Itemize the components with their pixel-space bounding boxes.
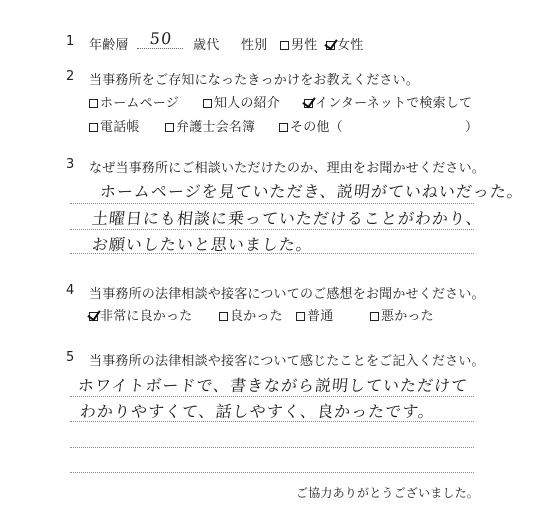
q3-answer-text-3[interactable]: お願いしたいと思いました。 — [90, 235, 314, 254]
option-label: 電話帳 — [100, 120, 140, 135]
q5-question: 当事務所の法律相談や接客について感じたことをご記入ください。 — [89, 354, 485, 369]
q2-option-internet[interactable] — [304, 92, 472, 111]
checkbox-normal[interactable] — [296, 312, 305, 321]
male-label: 男性 — [291, 38, 318, 53]
q2-other-close-paren: ） — [465, 120, 479, 135]
q5-number: 5 — [66, 350, 75, 365]
option-label: 良かった — [230, 309, 283, 324]
option-label: その他（ — [290, 120, 343, 135]
option-label: ホームページ — [100, 96, 179, 111]
q3-answer-line-1 — [70, 203, 474, 204]
option-label: 非常に良かった — [100, 309, 193, 324]
checkbox-male[interactable] — [280, 41, 289, 50]
option-label: 普通 — [307, 309, 334, 324]
checkbox-bad[interactable] — [370, 312, 379, 321]
checkbox-phonebook[interactable] — [89, 123, 98, 132]
age-suffix: 歳代 — [193, 38, 220, 53]
option-label: インターネットで検索して — [315, 96, 473, 111]
q2-question: 当事務所をご存知になったきっかけをお教えください。 — [89, 73, 420, 88]
q4-question: 当事務所の法律相談や接客についてのご感想をお聞かせください。 — [89, 287, 485, 302]
checkbox-other[interactable] — [279, 123, 288, 132]
q5-answer-text-1[interactable]: ホワイトボードで、書きながら説明していただけて — [76, 376, 470, 395]
option-label: 悪かった — [381, 309, 434, 324]
q5-answer-text-2[interactable]: わかりやすくて、話しやすく、良かったです。 — [78, 402, 436, 421]
checkbox-acquaintance[interactable] — [203, 99, 212, 108]
gender-label: 性別 — [241, 38, 268, 53]
checkbox-good[interactable] — [219, 312, 228, 321]
gender-female-option[interactable] — [326, 34, 363, 53]
q4-option-bad[interactable] — [370, 305, 434, 324]
checkbox-internet[interactable] — [304, 99, 313, 108]
q4-option-normal[interactable] — [296, 305, 333, 324]
q4-option-very-good[interactable] — [89, 305, 192, 324]
q2-option-homepage[interactable] — [89, 92, 179, 111]
checkbox-bar-directory[interactable] — [165, 123, 174, 132]
gender-male-option[interactable] — [280, 34, 317, 53]
age-value[interactable]: 50 — [137, 29, 185, 49]
q3-answer-text-1[interactable]: ホームページを見ていただき、説明がていねいだった。 — [98, 182, 525, 201]
q2-option-bar-directory[interactable] — [165, 116, 255, 135]
female-label: 女性 — [337, 38, 364, 53]
checkbox-very-good[interactable] — [89, 312, 98, 321]
q4-option-good[interactable] — [219, 305, 283, 324]
footer-thanks: ご協力ありがとうございました。 — [296, 486, 480, 500]
q3-number: 3 — [66, 157, 75, 172]
checkbox-homepage[interactable] — [89, 99, 98, 108]
q1-number: 1 — [66, 34, 75, 49]
q3-answer-text-2[interactable]: 土曜日にも相談に乗っていただけることがわかり、 — [90, 209, 484, 228]
age-label: 年齢層 — [89, 38, 129, 53]
q4-number: 4 — [66, 283, 75, 298]
option-label: 弁護士会名簿 — [176, 120, 256, 135]
q2-option-phonebook[interactable] — [89, 116, 140, 135]
q5-answer-line-3 — [70, 447, 474, 448]
option-label: 知人の紹介 — [214, 96, 281, 111]
q2-option-other[interactable] — [279, 116, 343, 135]
q2-number: 2 — [66, 69, 75, 84]
q3-question: なぜ当事務所にご相談いただけたのか、理由をお聞かせください。 — [89, 161, 486, 176]
q2-option-acquaintance[interactable] — [203, 92, 280, 111]
q5-answer-line-1 — [70, 396, 474, 397]
checkbox-female[interactable] — [326, 41, 335, 50]
q5-answer-line-4 — [70, 472, 474, 473]
q3-answer-line-2 — [70, 229, 474, 230]
